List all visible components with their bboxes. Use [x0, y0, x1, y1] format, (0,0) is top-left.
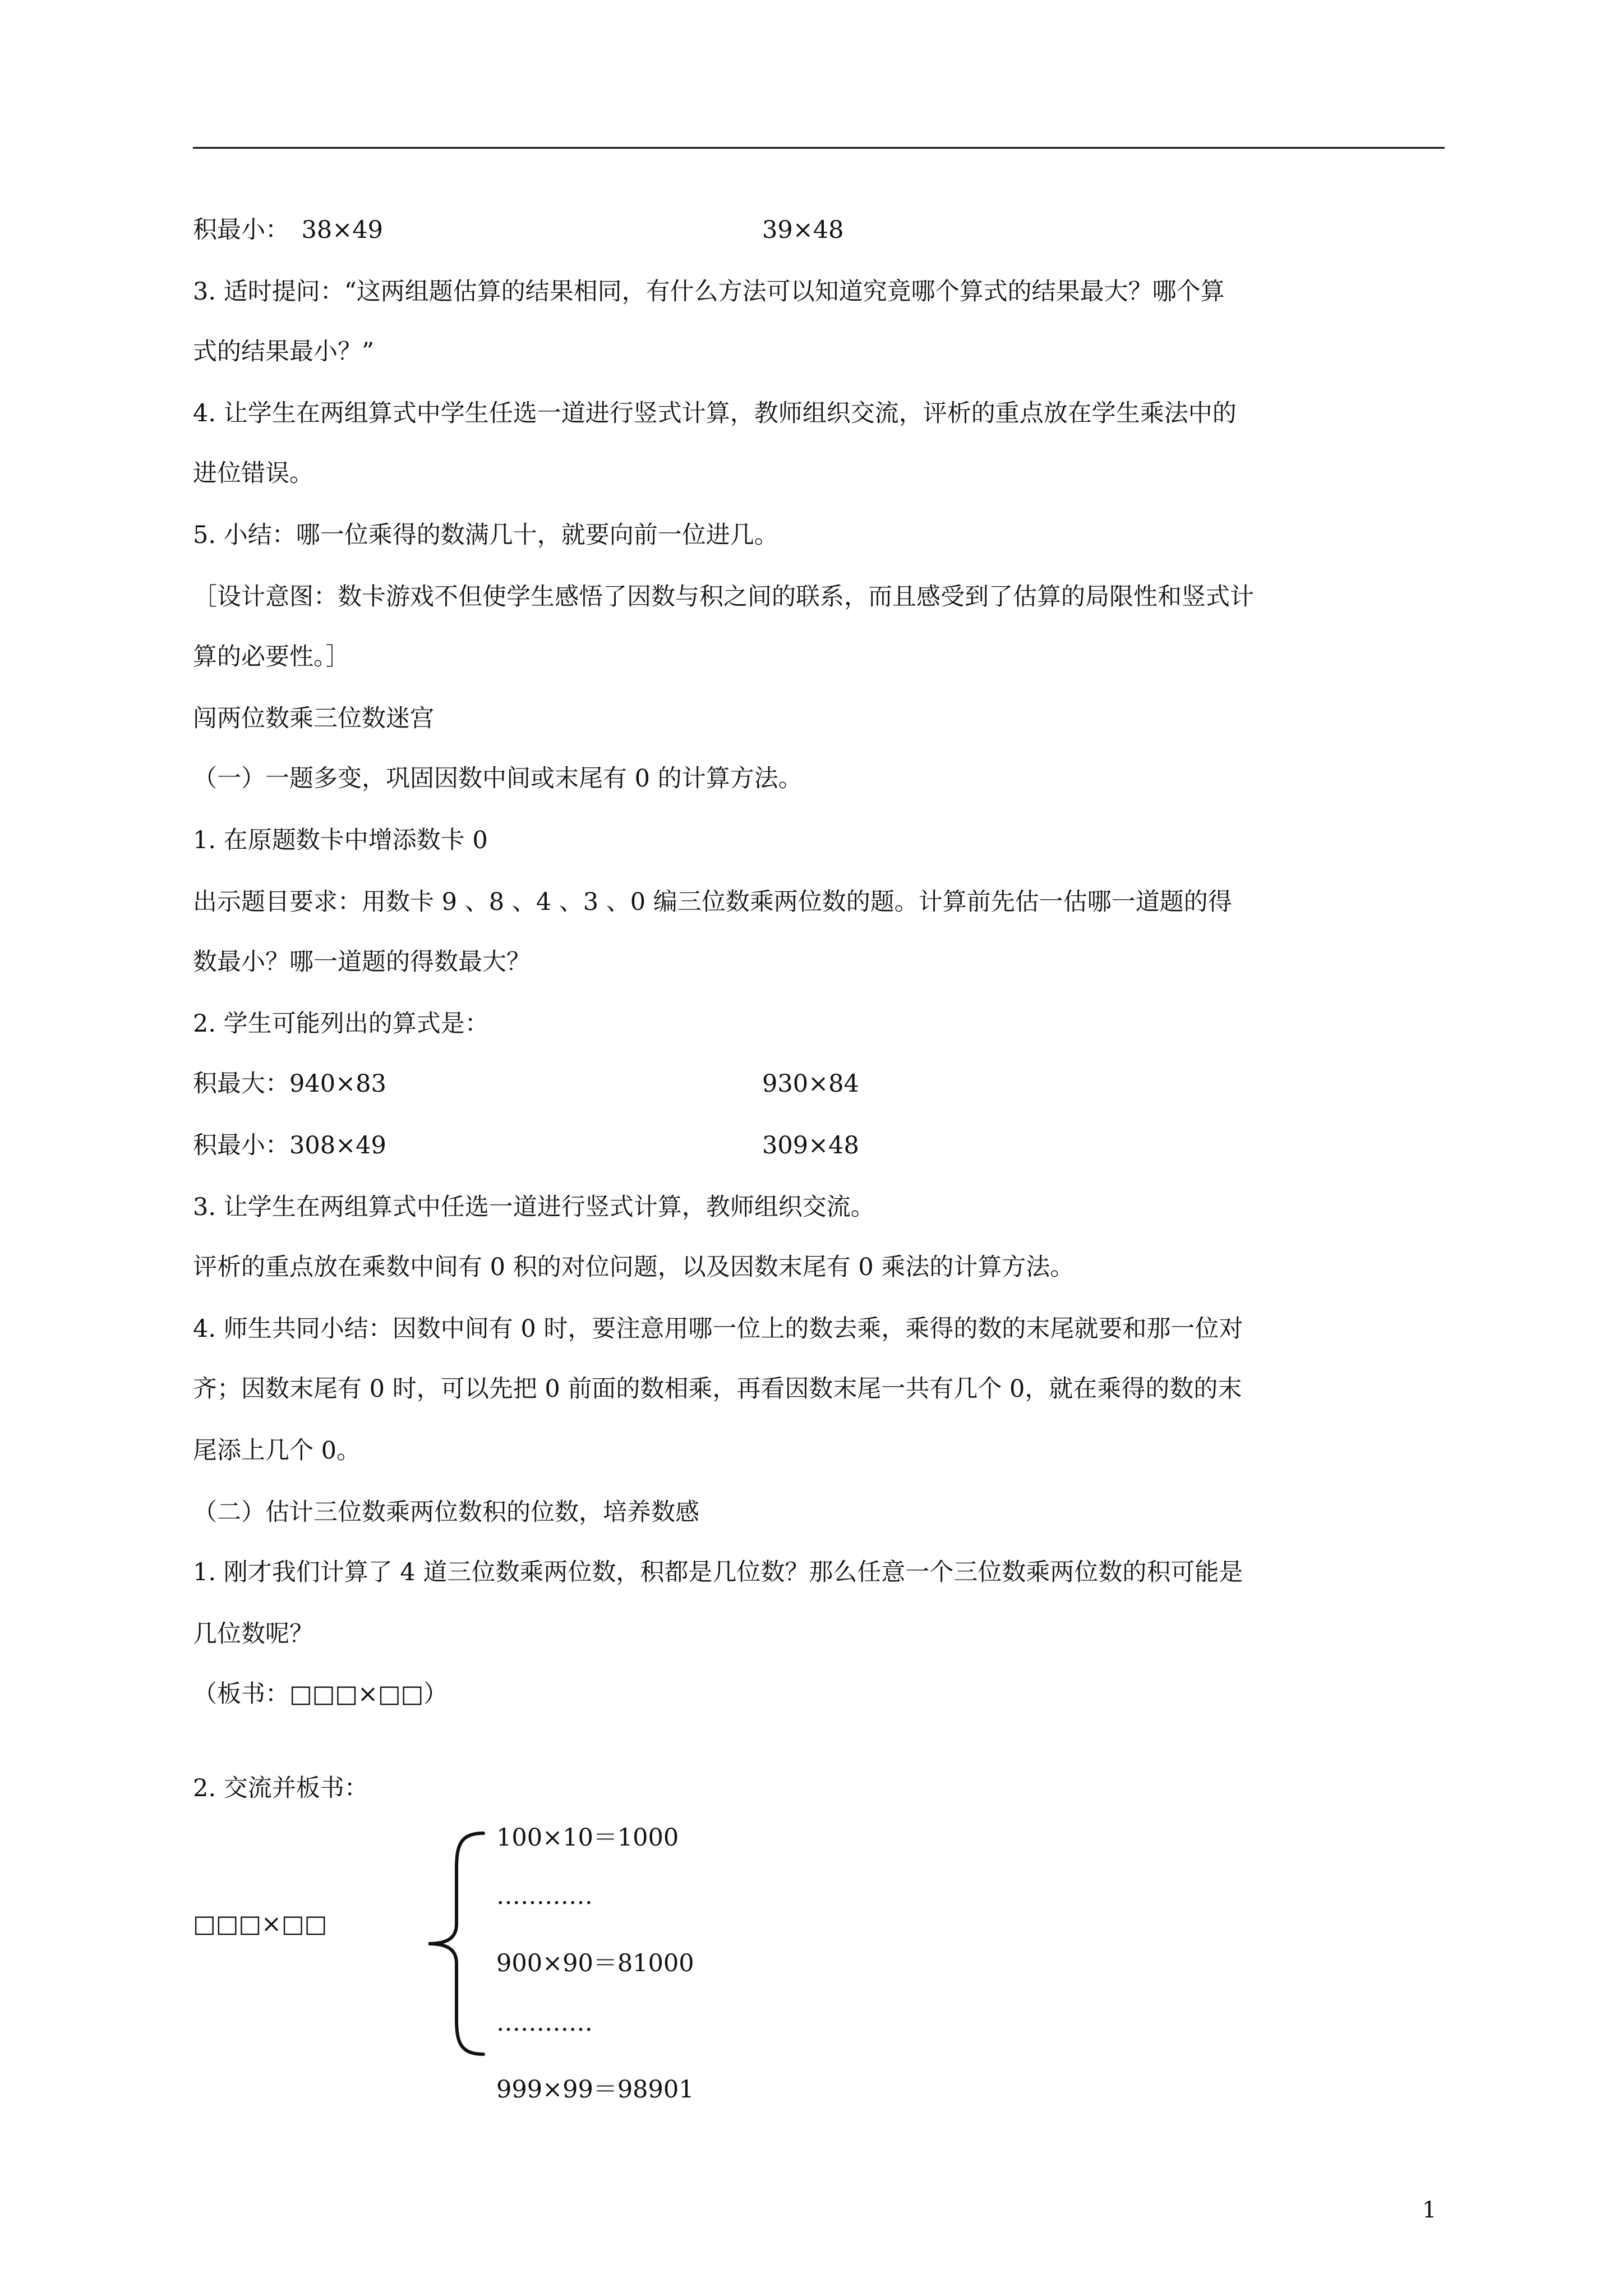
paragraph-line: 尾添上几个 0。	[193, 1437, 361, 1465]
expr-min-b: 309×48	[762, 1131, 859, 1159]
brace-icon	[422, 1829, 489, 2059]
line-product-max	[193, 1068, 1449, 1099]
paragraph-line: 进位错误。	[193, 459, 313, 487]
board-item: …………	[496, 1882, 593, 1910]
subsection-heading: （一）一题多变，巩固因数中间或末尾有 0 的计算方法。	[193, 765, 803, 793]
board-item: 999×99＝98901	[496, 2076, 694, 2104]
paragraph-line: 5. 小结：哪一位乘得的数满几十，就要向前一位进几。	[193, 521, 778, 549]
paragraph-line: 1. 在原题数卡中增添数卡 0	[193, 826, 488, 854]
paragraph-line: 式的结果最小？”	[193, 338, 374, 366]
board-item: 100×10＝1000	[496, 1824, 679, 1852]
paragraph-line: 4. 让学生在两组算式中学生任选一道进行竖式计算，教师组织交流，评析的重点放在学生乘法中的	[193, 399, 1237, 427]
paragraph-line: 几位数呢？	[193, 1620, 313, 1648]
expr-min-a: 积最小：308×49	[193, 1131, 386, 1159]
paragraph-line: 3. 让学生在两组算式中任选一道进行竖式计算，教师组织交流。	[193, 1193, 875, 1221]
board-item: 900×90＝81000	[496, 1949, 694, 1977]
paragraph-line: 齐；因数末尾有 0 时，可以先把 0 前面的数相乘，再看因数末尾一共有几个 0，就在乘得的数的末	[193, 1375, 1242, 1403]
paragraph-line: 算的必要性。］	[193, 643, 350, 671]
paragraph-line: 1. 刚才我们计算了 4 道三位数乘两位数，积都是几位数？那么任意一个三位数乘两位数的积可能是	[193, 1558, 1243, 1586]
board-left-expression: □□□×□□	[193, 1910, 328, 1938]
expr-max-b: 930×84	[762, 1070, 859, 1098]
header-rule	[193, 147, 1445, 149]
board-note: （板书：□□□×□□）	[193, 1680, 448, 1708]
paragraph-line: 数最小？哪一道题的得数最大？	[193, 948, 531, 976]
paragraph-line: 评析的重点放在乘数中间有 0 积的对位问题，以及因数末尾有 0 乘法的计算方法。	[193, 1253, 1075, 1281]
paragraph-line: 出示题目要求：用数卡 9 、8 、4 、3 、0 编三位数乘两位数的题。计算前先估一估哪一道题的得	[193, 888, 1232, 916]
expr-max-a: 积最大：940×83	[193, 1070, 386, 1098]
paragraph-line: 4. 师生共同小结：因数中间有 0 时，要注意用哪一位上的数去乘，乘得的数的末尾就要和那一位对	[193, 1315, 1243, 1343]
expr-min-a: 积最小： 38×49	[193, 216, 383, 244]
paragraph-line: ［设计意图：数卡游戏不但使学生感悟了因数与积之间的联系，而且感受到了估算的局限性和竖式计	[193, 583, 1254, 611]
line-product-min-1	[193, 214, 1449, 246]
section-heading: 闯两位数乘三位数迷宫	[193, 705, 434, 733]
line-product-min-2	[193, 1130, 1449, 1161]
paragraph-line: 3. 适时提问：“这两组题估算的结果相同，有什么方法可以知道究竟哪个算式的结果最大？哪个算	[193, 278, 1225, 306]
board-item: …………	[496, 2009, 593, 2037]
paragraph-line: 2. 学生可能列出的算式是：	[193, 1010, 489, 1038]
subsection-heading: （二）估计三位数乘两位数积的位数，培养数感	[193, 1498, 699, 1526]
expr-min-b: 39×48	[762, 216, 844, 244]
page-number: 1	[1422, 2197, 1437, 2223]
board-label: 2. 交流并板书：	[193, 1774, 368, 1802]
